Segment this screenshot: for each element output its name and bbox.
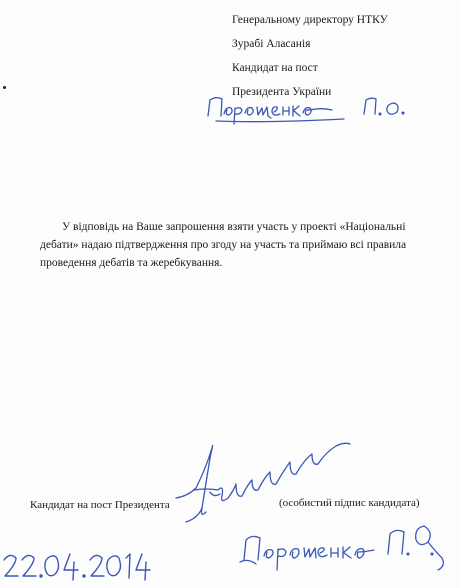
addressee-line: Генеральному директору НТКУ [232,14,388,26]
letter-body [40,218,422,272]
signature [166,428,366,528]
handwritten-name-bottom [238,518,453,578]
addressee-line: Президента України [232,86,332,98]
handwritten-name-top [204,94,444,126]
body-line: проведення дебатів та жеребкування. [40,257,223,269]
signature-note: (особистий підпис кандидата) [279,497,420,509]
candidate-label: Кандидат на пост Президента [30,499,170,511]
addressee-line: Зурабі Аласанія [232,38,311,50]
letter-paragraph [40,218,422,272]
body-line: У відповідь на Ваше запрошення взяти участь у проекті «Національні [62,221,406,233]
ink-dot [3,86,6,89]
body-line: дебати» надаю підтвердження про згоду на участь та приймаю всі правила [40,239,407,251]
addressee-line: Кандидат на пост [232,62,318,74]
handwritten-date [2,548,152,584]
addressee-block [232,8,388,104]
